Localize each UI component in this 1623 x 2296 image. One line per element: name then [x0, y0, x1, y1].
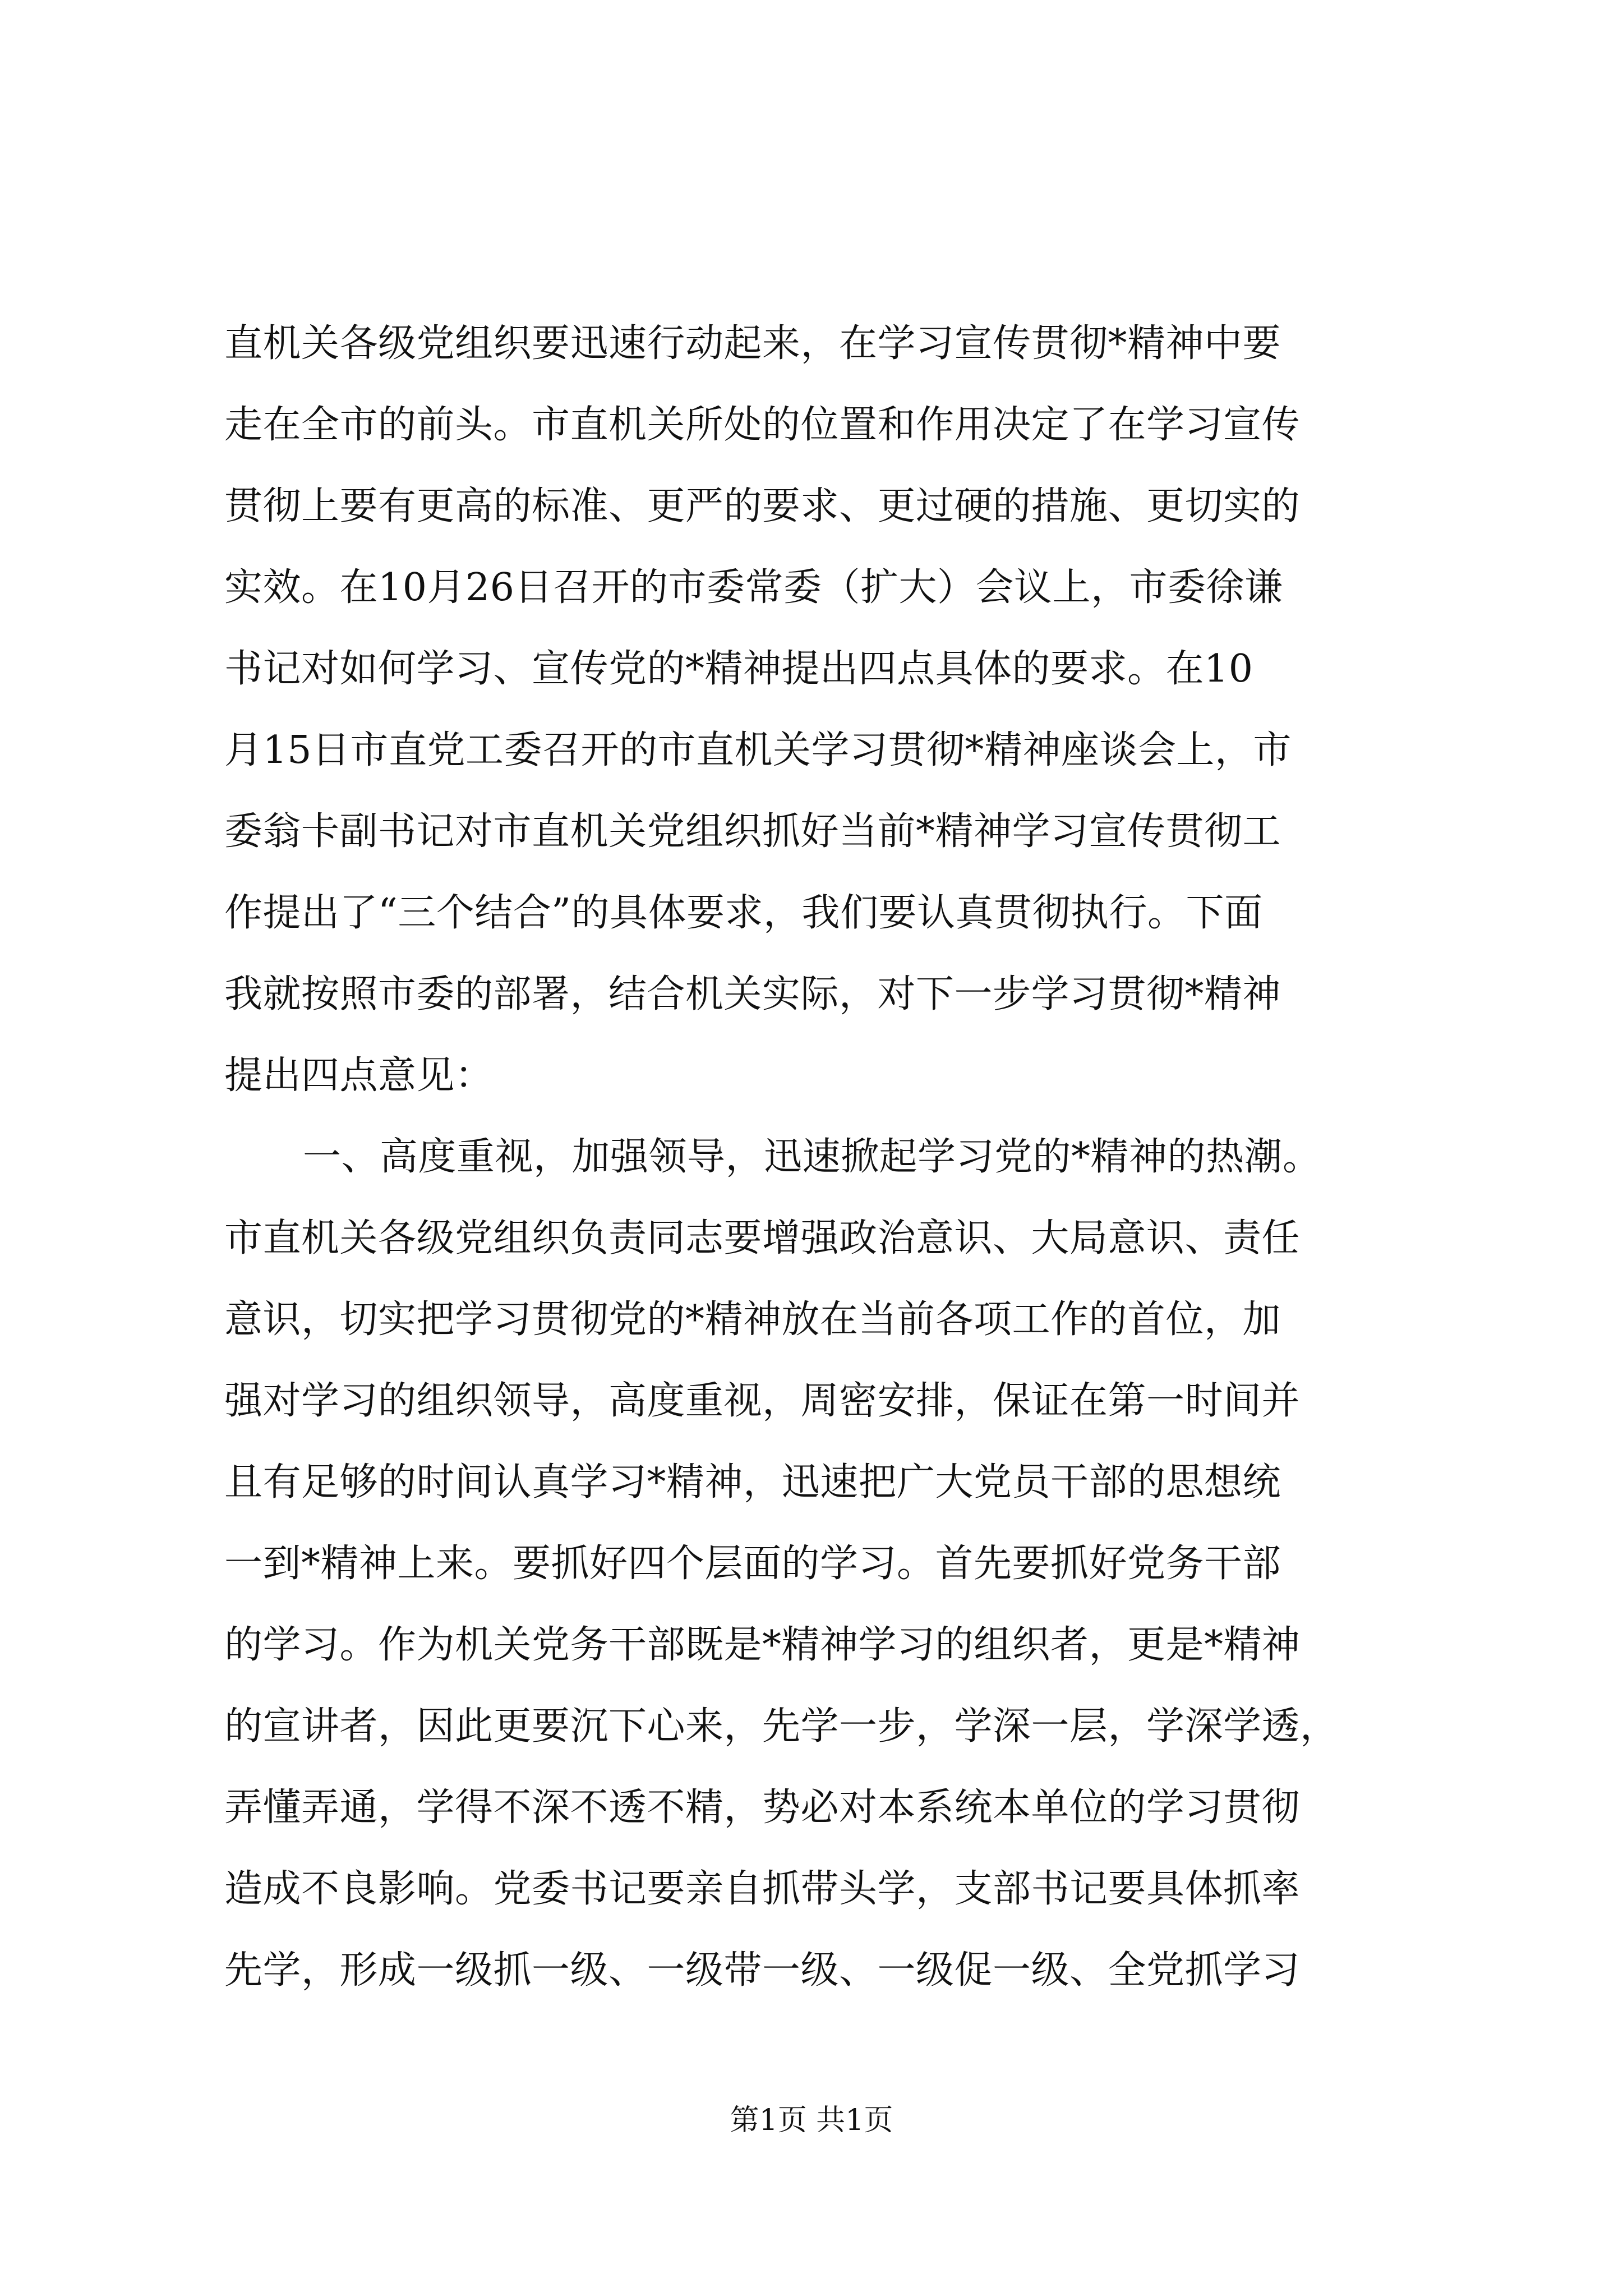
text-line: 走在全市的前头。市直机关所处的位置和作用决定了在学习宣传	[224, 403, 1301, 447]
text-line: 贯彻上要有更高的标准、更严的要求、更过硬的措施、更切实的	[224, 484, 1301, 528]
text-line: 一到*精神上来。要抓好四个层面的学习。首先要抓好党务干部	[224, 1542, 1281, 1586]
text-line: 提出四点意见：	[224, 1053, 494, 1098]
page-number-footer: 第1页 共1页	[730, 2104, 893, 2137]
text-line: 且有足够的时间认真学习*精神，迅速把广大党员干部的思想统	[224, 1460, 1281, 1504]
text-line: 意识，切实把学习贯彻党的*精神放在当前各项工作的首位，加	[224, 1297, 1281, 1342]
text-line: 的宣讲者，因此更要沉下心来，先学一步，学深一层，学深学透，	[224, 1704, 1339, 1749]
text-line: 作提出了“三个结合”的具体要求，我们要认真贯彻执行。下面	[224, 891, 1263, 935]
text-line: 市直机关各级党组织负责同志要增强政治意识、大局意识、责任	[224, 1216, 1301, 1260]
text-line: 造成不良影响。党委书记要亲自抓带头学，支部书记要具体抓率	[224, 1867, 1301, 1911]
text-line: 直机关各级党组织要迅速行动起来，在学习宣传贯彻*精神中要	[224, 321, 1281, 366]
section-heading-line: 一、高度重视，加强领导，迅速掀起学习党的*精神的热潮。	[303, 1135, 1321, 1179]
text-line: 实效。在10月26日召开的市委常委（扩大）会议上，市委徐谦	[224, 565, 1283, 610]
text-line: 弄懂弄通，学得不深不透不精，势必对本系统本单位的学习贯彻	[224, 1786, 1301, 1830]
text-line: 月15日市直党工委召开的市直机关学习贯彻*精神座谈会上，市	[224, 728, 1292, 772]
text-line: 先学，形成一级抓一级、一级带一级、一级促一级、全党抓学习	[224, 1948, 1301, 1993]
text-line: 的学习。作为机关党务干部既是*精神学习的组织者，更是*精神	[224, 1623, 1301, 1667]
body-text	[224, 303, 1430, 2011]
text-line: 我就按照市委的部署，结合机关实际，对下一步学习贯彻*精神	[224, 972, 1281, 1016]
text-line: 强对学习的组织领导，高度重视，周密安排，保证在第一时间并	[224, 1379, 1301, 1423]
text-line: 书记对如何学习、宣传党的*精神提出四点具体的要求。在10	[224, 647, 1253, 691]
text-line: 委翁卡副书记对市直机关党组织抓好当前*精神学习宣传贯彻工	[224, 809, 1281, 854]
